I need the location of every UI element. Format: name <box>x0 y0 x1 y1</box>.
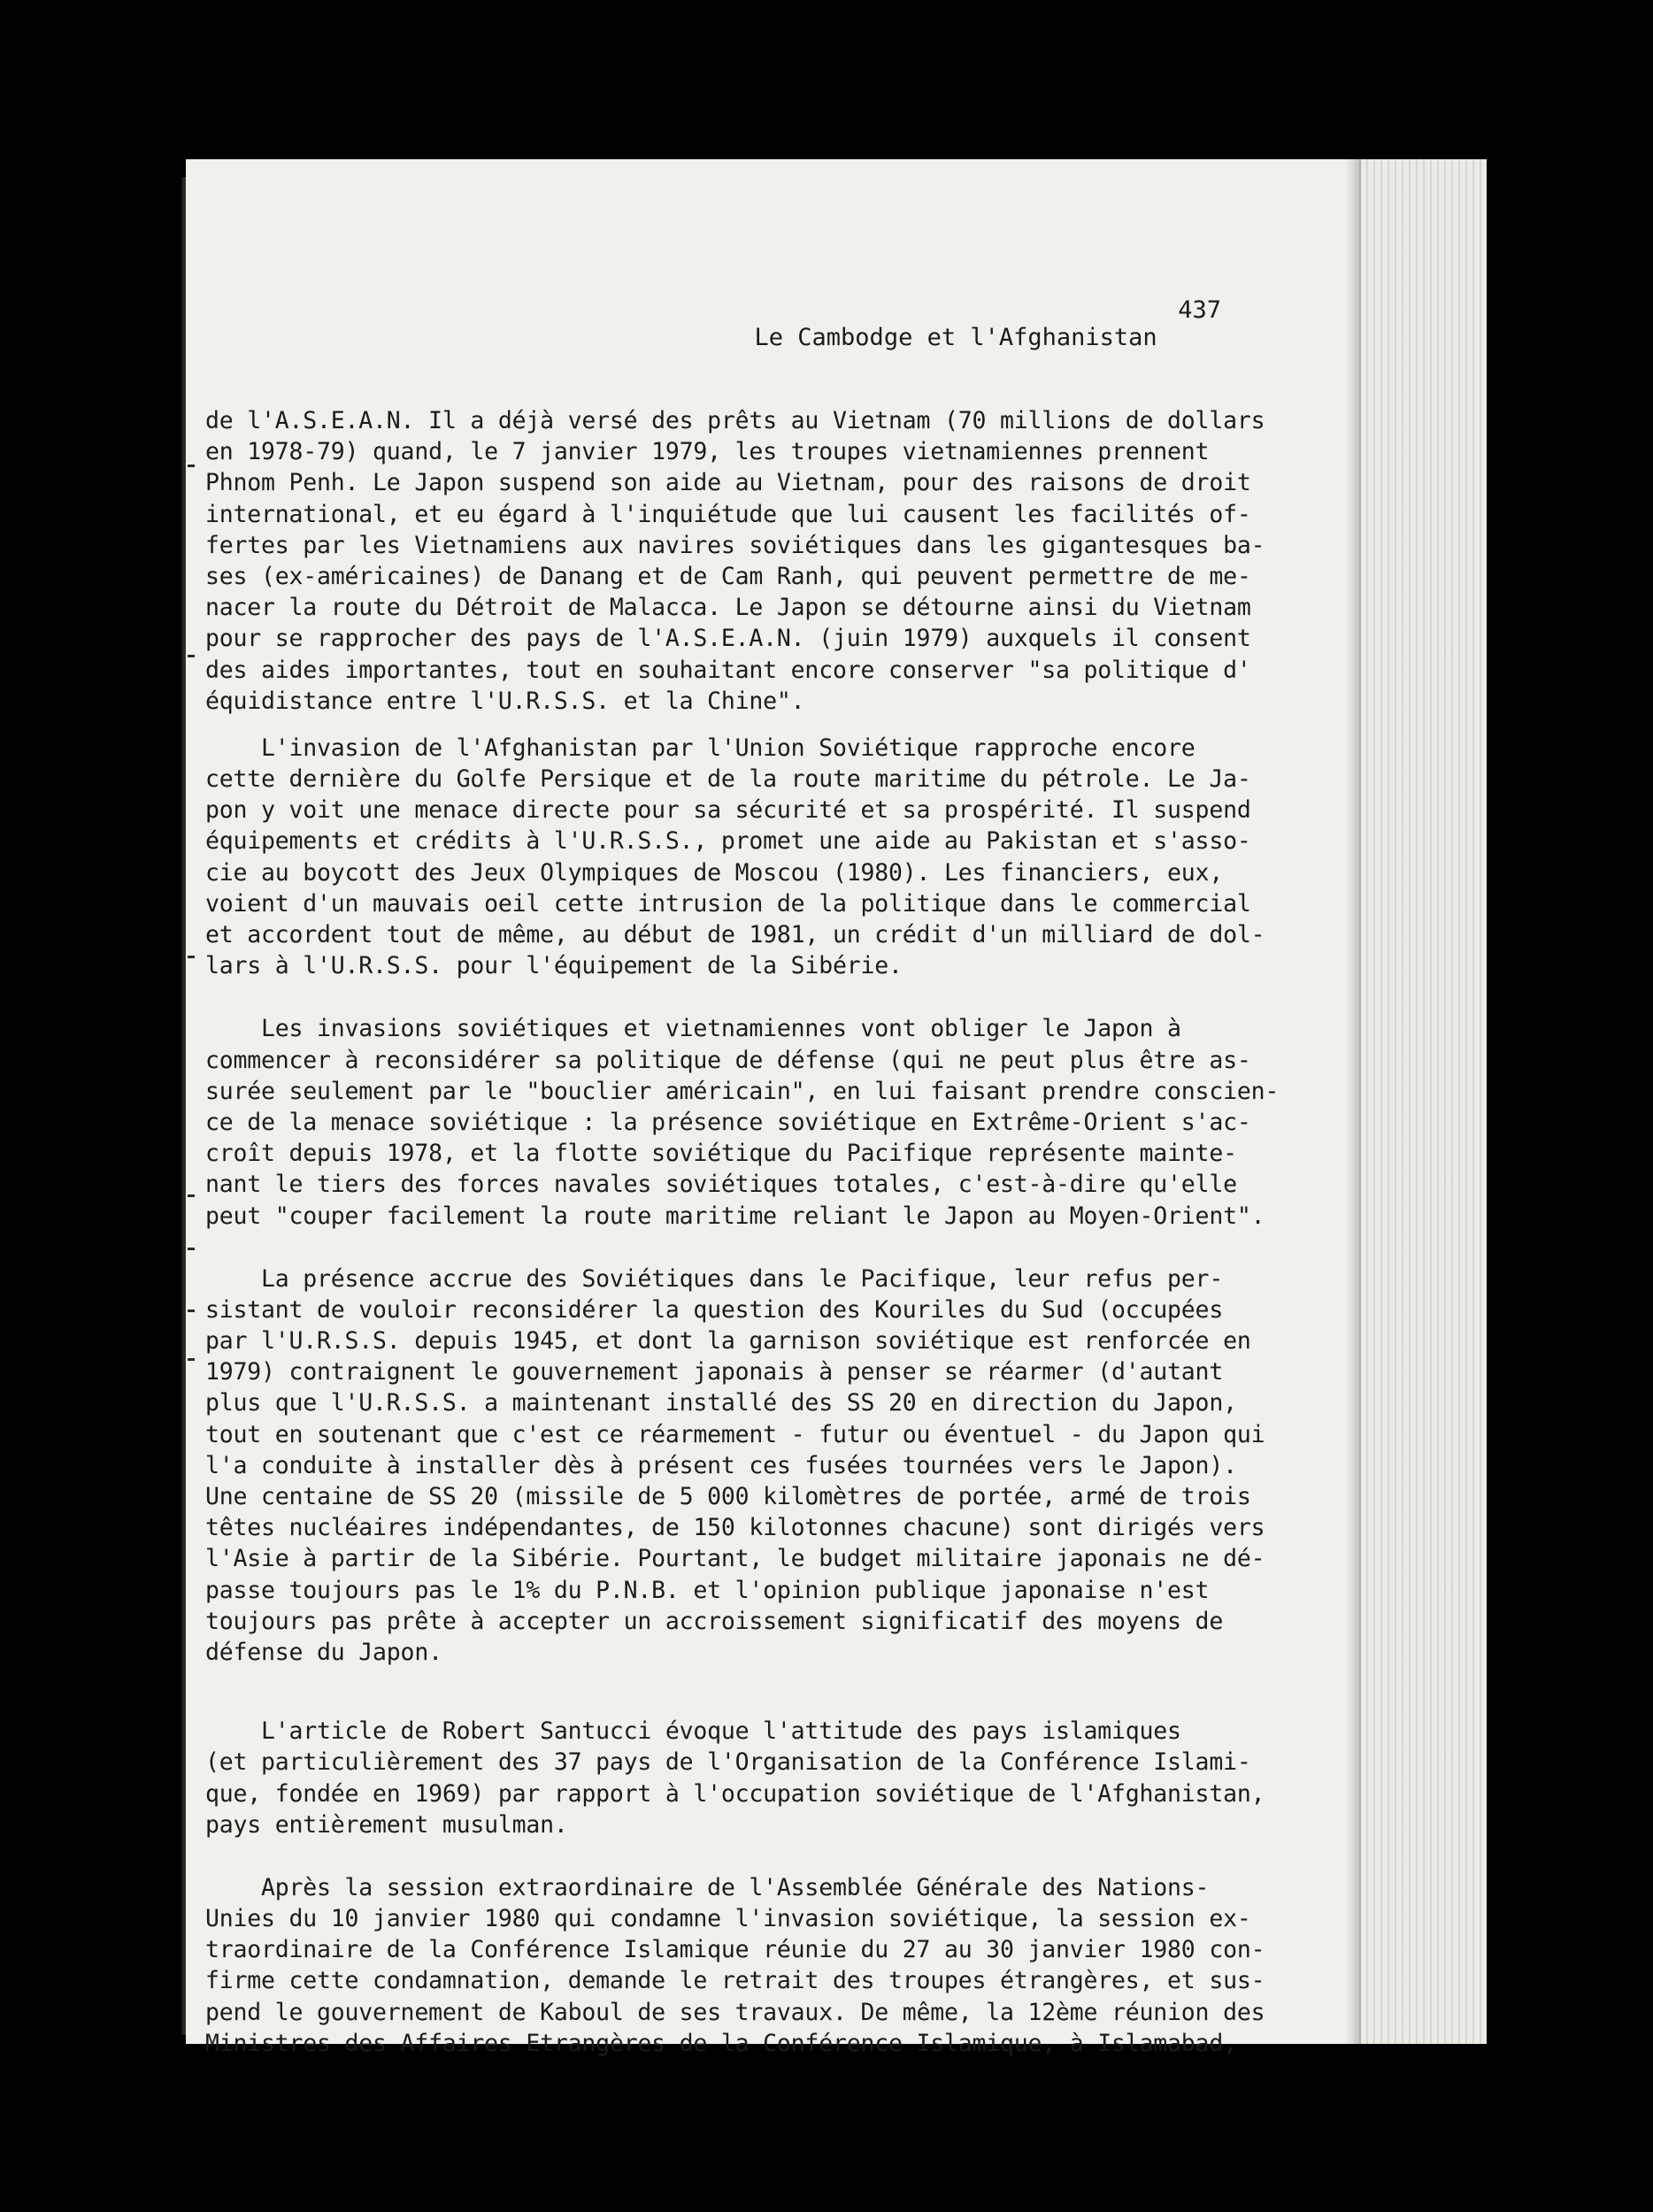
text-line: l'Asie à partir de la Sibérie. Pourtant, le budget militaire japonais ne dé- <box>205 1545 1265 1573</box>
text-line: que, fondée en 1969) par rapport à l'occupation soviétique de l'Afghanistan, <box>205 1779 1265 1808</box>
text-line: croît depuis 1978, et la flotte soviétique du Pacifique représente mainte- <box>205 1140 1237 1168</box>
text-line: équidistance entre l'U.R.S.S. et la Chine". <box>205 687 805 715</box>
paragraph-gap <box>205 1700 1249 1716</box>
text-line: voient d'un mauvais oeil cette intrusion de la politique dans le commercial <box>205 889 1251 918</box>
margin-mark <box>188 465 195 467</box>
paragraph <box>205 1872 1265 2059</box>
paragraph <box>205 405 1265 717</box>
text-line: cie au boycott des Jeux Olympiques de Moscou (1980). Les financiers, eux, <box>205 858 1224 887</box>
text-line: cette dernière du Golfe Persique et de la route maritime du pétrole. Le Ja- <box>205 765 1251 794</box>
text-line: Unies du 10 janvier 1980 qui condamne l'invasion soviétique, la session ex- <box>205 1905 1251 1933</box>
page-stack-edge <box>1354 159 1487 2044</box>
text-line: équipements et crédits à l'U.R.S.S., promet une aide au Pakistan et s'asso- <box>205 827 1251 856</box>
text-line: firme cette condamnation, demande le retrait des troupes étrangères, et sus- <box>205 1967 1265 1995</box>
text-line: nacer la route du Détroit de Malacca. Le Japon se détourne ainsi du Vietnam <box>205 594 1251 622</box>
margin-mark <box>188 1310 195 1312</box>
paragraph-gap <box>205 1668 1249 1700</box>
text-line: surée seulement par le "bouclier américain", en lui faisant prendre conscien- <box>205 1077 1280 1105</box>
text-line: passe toujours pas le 1% du P.N.B. et l'opinion publique japonaise n'est <box>205 1576 1210 1604</box>
text-line: La présence accrue des Soviétiques dans le Pacifique, leur refus per- <box>205 1264 1224 1293</box>
text-line: tout en soutenant que c'est ce réarmement - futur ou éventuel - du Japon qui <box>205 1420 1265 1448</box>
text-line: pour se rapprocher des pays de l'A.S.E.A.N. (juin 1979) auxquels il consent <box>205 625 1251 653</box>
text-line: L'article de Robert Santucci évoque l'attitude des pays islamiques <box>205 1717 1181 1746</box>
running-header <box>726 296 1221 379</box>
text-line: pend le gouvernement de Kaboul de ses travaux. De même, la 12ème réunion des <box>205 1998 1265 2026</box>
margin-marks <box>188 177 198 1858</box>
running-title: Le Cambodge et l'Afghanistan <box>754 324 1157 351</box>
paragraph <box>205 733 1265 982</box>
text-line: Une centaine de SS 20 (missile de 5 000 kilomètres de portée, armé de trois <box>205 1483 1251 1510</box>
paragraph-gap <box>205 981 1249 1013</box>
text-line: commencer à reconsidérer sa politique de défense (qui ne peut plus être as- <box>205 1046 1251 1074</box>
text-line: têtes nucléaires indépendantes, de 150 kilotonnes chacune) sont dirigés vers <box>205 1514 1265 1542</box>
margin-mark <box>188 956 195 958</box>
text-line: international, et eu égard à l'inquiétude que lui causent les facilités of- <box>205 500 1251 528</box>
page-edge-shadow <box>1345 159 1361 2044</box>
text-line: pays entièrement musulman. <box>205 1810 568 1839</box>
text-line: plus que l'U.R.S.S. a maintenant installé des SS 20 en direction du Japon, <box>205 1389 1237 1417</box>
margin-mark <box>188 1358 195 1361</box>
paragraph <box>205 1263 1265 1668</box>
text-line: fertes par les Vietnamiens aux navires soviétiques dans les gigantesques ba- <box>205 531 1265 559</box>
text-line: pon y voit une menace directe pour sa sécurité et sa prospérité. Il suspend <box>205 796 1251 825</box>
paragraph <box>205 1716 1265 1840</box>
paragraph-gap <box>205 1232 1249 1263</box>
text-line: Après la session extraordinaire de l'Assemblée Générale des Nations- <box>205 1873 1210 1901</box>
body-text <box>205 405 1280 2059</box>
paragraph-gap <box>205 717 1249 733</box>
text-line: lars à l'U.R.S.S. pour l'équipement de la Sibérie. <box>205 952 903 980</box>
text-line: peut "couper facilement la route maritime reliant le Japon au Moyen-Orient". <box>205 1202 1265 1230</box>
text-line: (et particulièrement des 37 pays de l'Organisation de la Conférence Islami- <box>205 1748 1251 1777</box>
text-line: 1979) contraignent le gouvernement japonais à penser se réarmer (d'autant <box>205 1358 1224 1386</box>
text-line: nant le tiers des forces navales soviétiques totales, c'est-à-dire qu'elle <box>205 1171 1237 1199</box>
text-line: sistant de vouloir reconsidérer la question des Kouriles du Sud (occupées <box>205 1295 1224 1324</box>
paragraph-gap <box>205 1840 1249 1872</box>
text-line: défense du Japon. <box>205 1638 442 1666</box>
text-line: et accordent tout de même, au début de 1981, un crédit d'un milliard de dol- <box>205 921 1265 949</box>
text-line: toujours pas prête à accepter un accroissement significatif des moyens de <box>205 1607 1224 1635</box>
margin-mark <box>188 1248 195 1250</box>
text-line: Ministres des Affaires Etrangères de la Conférence Islamique, à Islamabad, <box>205 2029 1237 2057</box>
text-line: L'invasion de l'Afghanistan par l'Union Soviétique rapproche encore <box>205 733 1196 762</box>
text-line: traordinaire de la Conférence Islamique réunie du 27 au 30 janvier 1980 con- <box>205 1936 1265 1964</box>
margin-mark <box>188 655 195 657</box>
text-line: ce de la menace soviétique : la présence soviétique en Extrême-Orient s'ac- <box>205 1108 1251 1136</box>
text-line: ses (ex-américaines) de Danang et de Cam Ranh, qui peuvent permettre de me- <box>205 562 1251 590</box>
text-line: par l'U.R.S.S. depuis 1945, et dont la garnison soviétique est renforcée en <box>205 1327 1251 1356</box>
text-line: Les invasions soviétiques et vietnamiennes vont obliger le Japon à <box>205 1015 1181 1043</box>
paragraph <box>205 1013 1280 1231</box>
text-line: de l'A.S.E.A.N. Il a déjà versé des prêts au Vietnam (70 millions de dollars <box>205 407 1265 434</box>
text-line: Phnom Penh. Le Japon suspend son aide au Vietnam, pour des raisons de droit <box>205 469 1251 497</box>
page-number: 437 <box>1178 296 1221 324</box>
text-line: en 1978-79) quand, le 7 janvier 1979, les troupes vietnamiennes prennent <box>205 438 1210 466</box>
margin-mark <box>188 1194 195 1197</box>
text-line: des aides importantes, tout en souhaitant encore conserver "sa politique d' <box>205 656 1251 684</box>
text-line: l'a conduite à installer dès à présent ces fusées tournées vers le Japon). <box>205 1451 1237 1479</box>
